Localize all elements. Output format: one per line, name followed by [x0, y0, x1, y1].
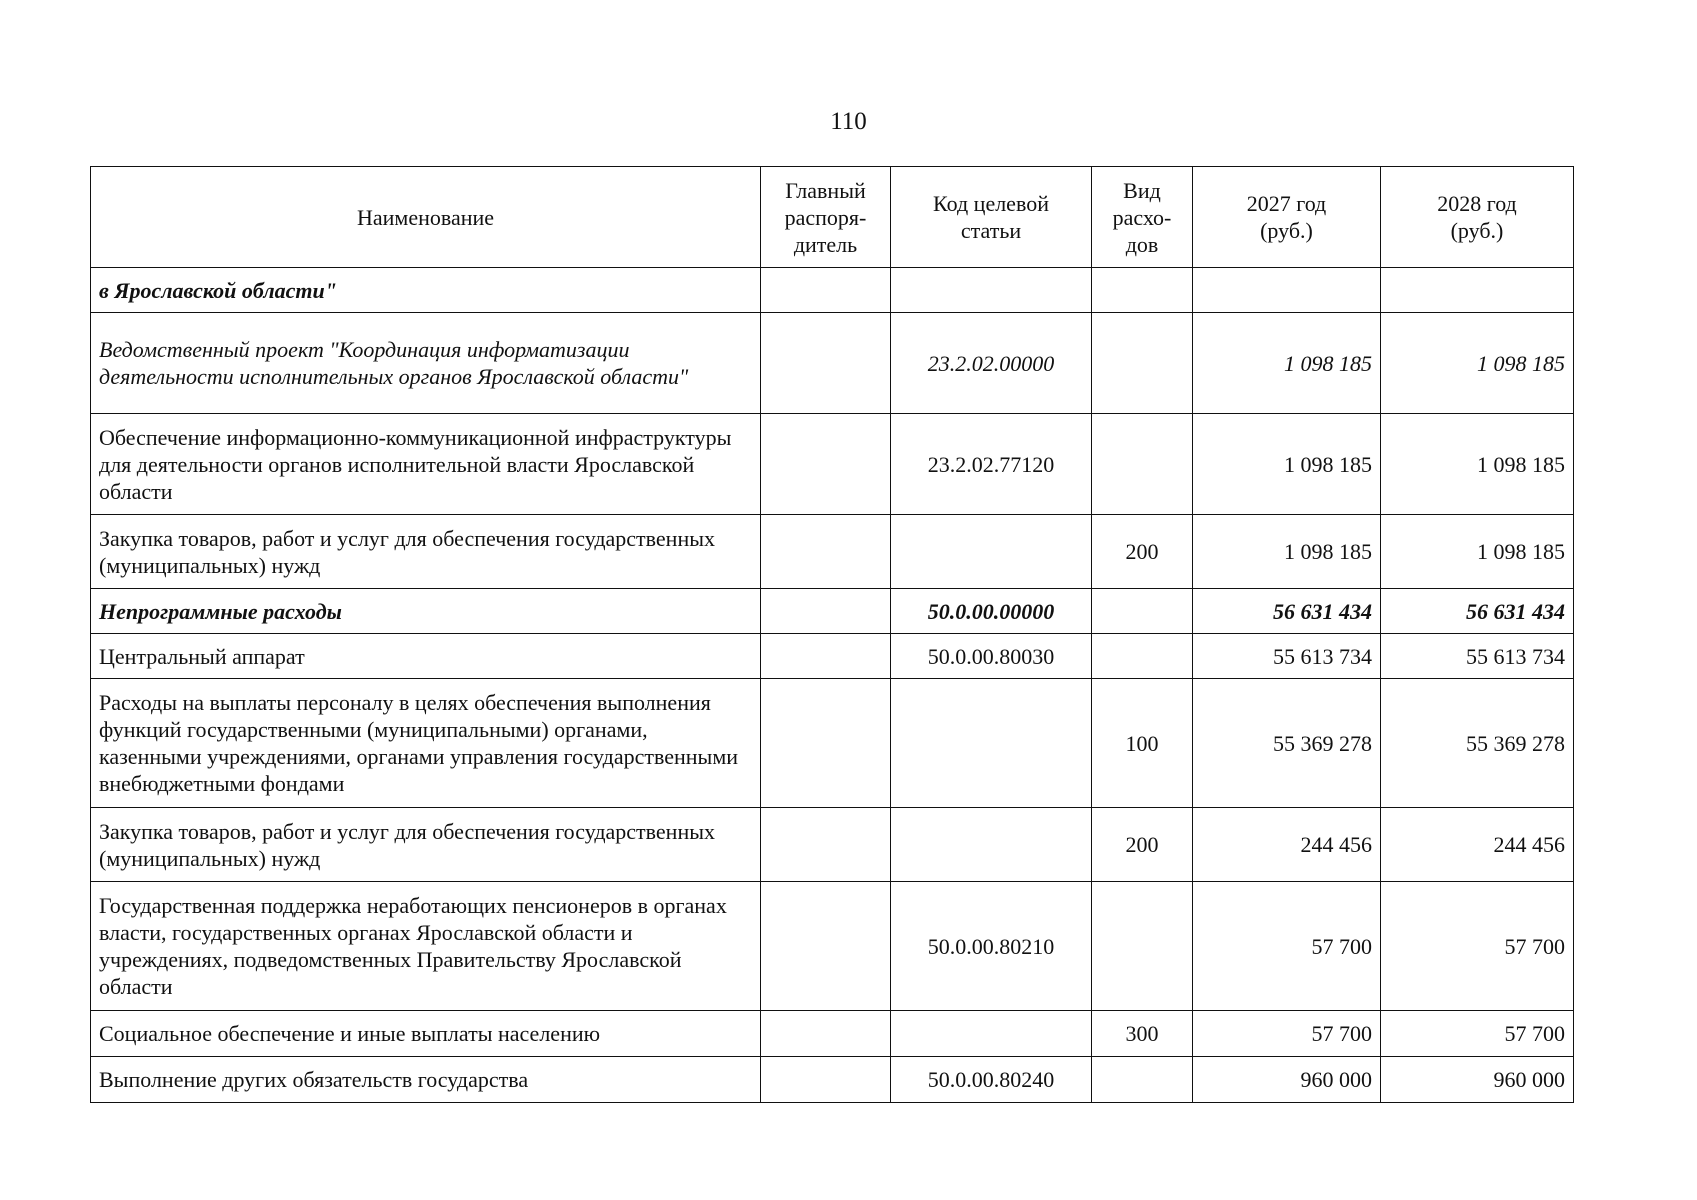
row-amount-2028: 57 700: [1381, 882, 1574, 1011]
row-kind: [1092, 268, 1193, 313]
row-amount-2028: [1381, 268, 1574, 313]
row-amount-2028: 960 000: [1381, 1057, 1574, 1103]
row-amount-2028: 244 456: [1381, 808, 1574, 882]
row-kind: [1092, 634, 1193, 679]
header-code: [891, 167, 1092, 268]
header-kind-line: дов: [1125, 231, 1159, 257]
row-code: 50.0.00.80240: [891, 1057, 1092, 1103]
header-kind-line: Вид: [1123, 177, 1161, 203]
table-row: [91, 589, 1574, 634]
row-code: 23.2.02.00000: [891, 313, 1092, 414]
row-kind: [1092, 414, 1193, 515]
row-manager: [761, 414, 891, 515]
header-year-2027: [1193, 167, 1381, 268]
row-amount-2027: 1 098 185: [1193, 515, 1381, 589]
row-manager: [761, 313, 891, 414]
row-name: Непрограммные расходы: [91, 589, 761, 634]
row-manager: [761, 634, 891, 679]
row-amount-2027: [1193, 268, 1381, 313]
table-row: [91, 414, 1574, 515]
row-manager: [761, 515, 891, 589]
row-name: Выполнение других обязательств государства: [91, 1057, 761, 1103]
table-header-row: [91, 167, 1574, 268]
row-code: [891, 679, 1092, 808]
header-kind: [1092, 167, 1193, 268]
row-name: Закупка товаров, работ и услуг для обеспечения государственных (муниципальных) нужд: [91, 515, 761, 589]
row-kind: [1092, 1057, 1193, 1103]
row-amount-2027: 56 631 434: [1193, 589, 1381, 634]
row-code: [891, 808, 1092, 882]
header-kind-line: расхо-: [1112, 204, 1172, 230]
row-kind: 100: [1092, 679, 1193, 808]
row-kind: [1092, 313, 1193, 414]
row-amount-2028: 1 098 185: [1381, 313, 1574, 414]
table-row: [91, 515, 1574, 589]
row-amount-2027: 57 700: [1193, 1011, 1381, 1057]
row-manager: [761, 1011, 891, 1057]
row-code: [891, 268, 1092, 313]
row-code: 50.0.00.80030: [891, 634, 1092, 679]
row-manager: [761, 589, 891, 634]
row-code: 23.2.02.77120: [891, 414, 1092, 515]
header-manager: [761, 167, 891, 268]
table-row: [91, 679, 1574, 808]
row-code: [891, 515, 1092, 589]
header-manager-line: дитель: [793, 231, 858, 257]
header-year-line: (руб.): [1260, 218, 1313, 243]
row-name: Закупка товаров, работ и услуг для обеспечения государственных (муниципальных) нужд: [91, 808, 761, 882]
row-kind: 200: [1092, 808, 1193, 882]
table-row: [91, 1011, 1574, 1057]
row-kind: 300: [1092, 1011, 1193, 1057]
header-code-line: статьи: [960, 218, 1022, 243]
row-amount-2028: 55 369 278: [1381, 679, 1574, 808]
header-year-line: 2027 год: [1246, 191, 1327, 216]
row-amount-2027: 1 098 185: [1193, 414, 1381, 515]
row-amount-2027: 244 456: [1193, 808, 1381, 882]
row-manager: [761, 808, 891, 882]
table-row: [91, 882, 1574, 1011]
row-kind: [1092, 882, 1193, 1011]
header-manager-line: распоря-: [784, 204, 867, 230]
row-code: 50.0.00.80210: [891, 882, 1092, 1011]
row-amount-2028: 56 631 434: [1381, 589, 1574, 634]
table-row: [91, 808, 1574, 882]
header-code-line: Код целевой: [933, 191, 1049, 216]
row-amount-2028: 1 098 185: [1381, 414, 1574, 515]
row-name: в Ярославской области": [91, 268, 761, 313]
row-amount-2028: 55 613 734: [1381, 634, 1574, 679]
row-manager: [761, 1057, 891, 1103]
row-amount-2027: 1 098 185: [1193, 313, 1381, 414]
row-manager: [761, 268, 891, 313]
row-kind: 200: [1092, 515, 1193, 589]
table-row: [91, 634, 1574, 679]
header-year-2028: [1381, 167, 1574, 268]
row-code: 50.0.00.00000: [891, 589, 1092, 634]
row-name: Государственная поддержка неработающих пенсионеров в органах власти, государственных органах Ярославской области и учреждениях, подведомственных Правительству Ярославской области: [91, 882, 761, 1011]
row-manager: [761, 882, 891, 1011]
page-number: 110: [830, 108, 867, 135]
row-name: Ведомственный проект "Координация информатизации деятельности исполнительных органов Ярославской области": [91, 313, 761, 414]
row-amount-2027: 55 369 278: [1193, 679, 1381, 808]
row-name: Расходы на выплаты персоналу в целях обеспечения выполнения функций государственными (муниципальными) органами, казенными учреждениями, органами управления государственными внебюджетными фондами: [91, 679, 761, 808]
row-amount-2028: 1 098 185: [1381, 515, 1574, 589]
header-manager-line: Главный: [785, 177, 866, 203]
row-amount-2027: 55 613 734: [1193, 634, 1381, 679]
row-manager: [761, 679, 891, 808]
row-code: [891, 1011, 1092, 1057]
budget-table: [90, 166, 1574, 1103]
row-kind: [1092, 589, 1193, 634]
row-name: Центральный аппарат: [91, 634, 761, 679]
header-year-line: 2028 год: [1437, 191, 1517, 216]
row-amount-2027: 57 700: [1193, 882, 1381, 1011]
table-row: [91, 1057, 1574, 1103]
table-row: [91, 313, 1574, 414]
row-name: Социальное обеспечение и иные выплаты населению: [91, 1011, 761, 1057]
row-amount-2027: 960 000: [1193, 1057, 1381, 1103]
header-year-line: (руб.): [1450, 218, 1504, 243]
table-row: [91, 268, 1574, 313]
row-amount-2028: 57 700: [1381, 1011, 1574, 1057]
header-name: Наименование: [91, 167, 761, 268]
row-name: Обеспечение информационно-коммуникационной инфраструктуры для деятельности органов исполнительной власти Ярославской области: [91, 414, 761, 515]
